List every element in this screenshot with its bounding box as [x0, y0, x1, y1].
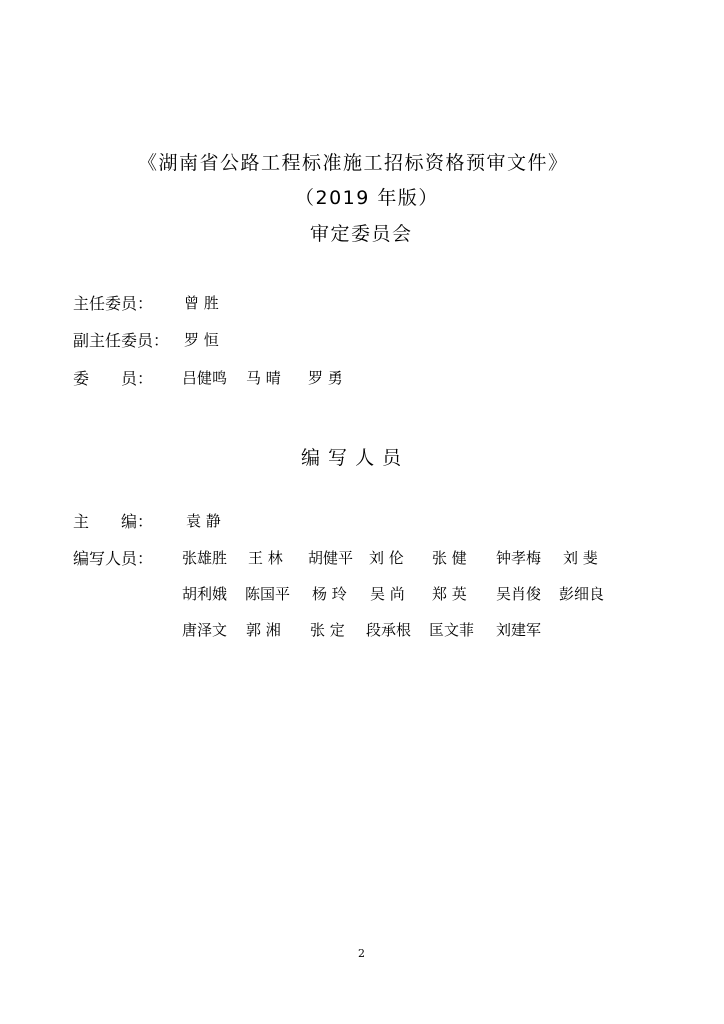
page-number: 2	[358, 947, 365, 960]
writer-name: 吴 尚	[370, 585, 405, 603]
writer-name: 胡健平	[308, 549, 354, 567]
edition-label: （2019 年版）	[295, 187, 439, 209]
writer-name: 唐泽文	[182, 621, 228, 639]
writer-name: 段承根	[366, 621, 412, 639]
chief-editor-name: 袁 静	[186, 512, 221, 530]
writer-name: 杨 玲	[312, 585, 347, 603]
deputy-director-name: 罗 恒	[184, 331, 219, 349]
writer-name: 吴肖俊	[496, 585, 542, 603]
document-title: 《湖南省公路工程标准施工招标资格预审文件》	[138, 152, 569, 174]
chief-editor-label: 主 编：	[73, 512, 154, 531]
writer-name: 刘 伦	[369, 549, 404, 567]
member-name: 罗 勇	[308, 369, 343, 387]
member-name: 吕健鸣	[182, 369, 228, 387]
writer-name: 张 健	[432, 549, 467, 567]
writers-label: 编写人员：	[73, 549, 154, 568]
writer-name: 匡文菲	[429, 621, 475, 639]
writer-name: 陈国平	[245, 585, 291, 603]
writer-name: 张雄胜	[182, 549, 228, 567]
member-name: 马 晴	[246, 369, 281, 387]
director-label: 主任委员：	[73, 294, 154, 313]
writer-name: 刘 斐	[563, 549, 598, 567]
members-label: 委 员：	[73, 369, 154, 388]
writer-name: 彭细良	[559, 585, 605, 603]
writer-name: 王 林	[248, 549, 283, 567]
writer-name: 胡利娥	[182, 585, 228, 603]
writers-heading: 编 写 人 员	[301, 447, 403, 469]
deputy-director-label: 副主任委员：	[73, 331, 170, 350]
writer-name: 张 定	[310, 621, 345, 639]
writer-name: 郑 英	[432, 585, 467, 603]
writer-name: 郭 湘	[246, 621, 281, 639]
writer-name: 刘建军	[496, 621, 542, 639]
writer-name: 钟孝梅	[496, 549, 542, 567]
committee-heading: 审定委员会	[310, 223, 413, 245]
director-name: 曾 胜	[184, 294, 219, 312]
